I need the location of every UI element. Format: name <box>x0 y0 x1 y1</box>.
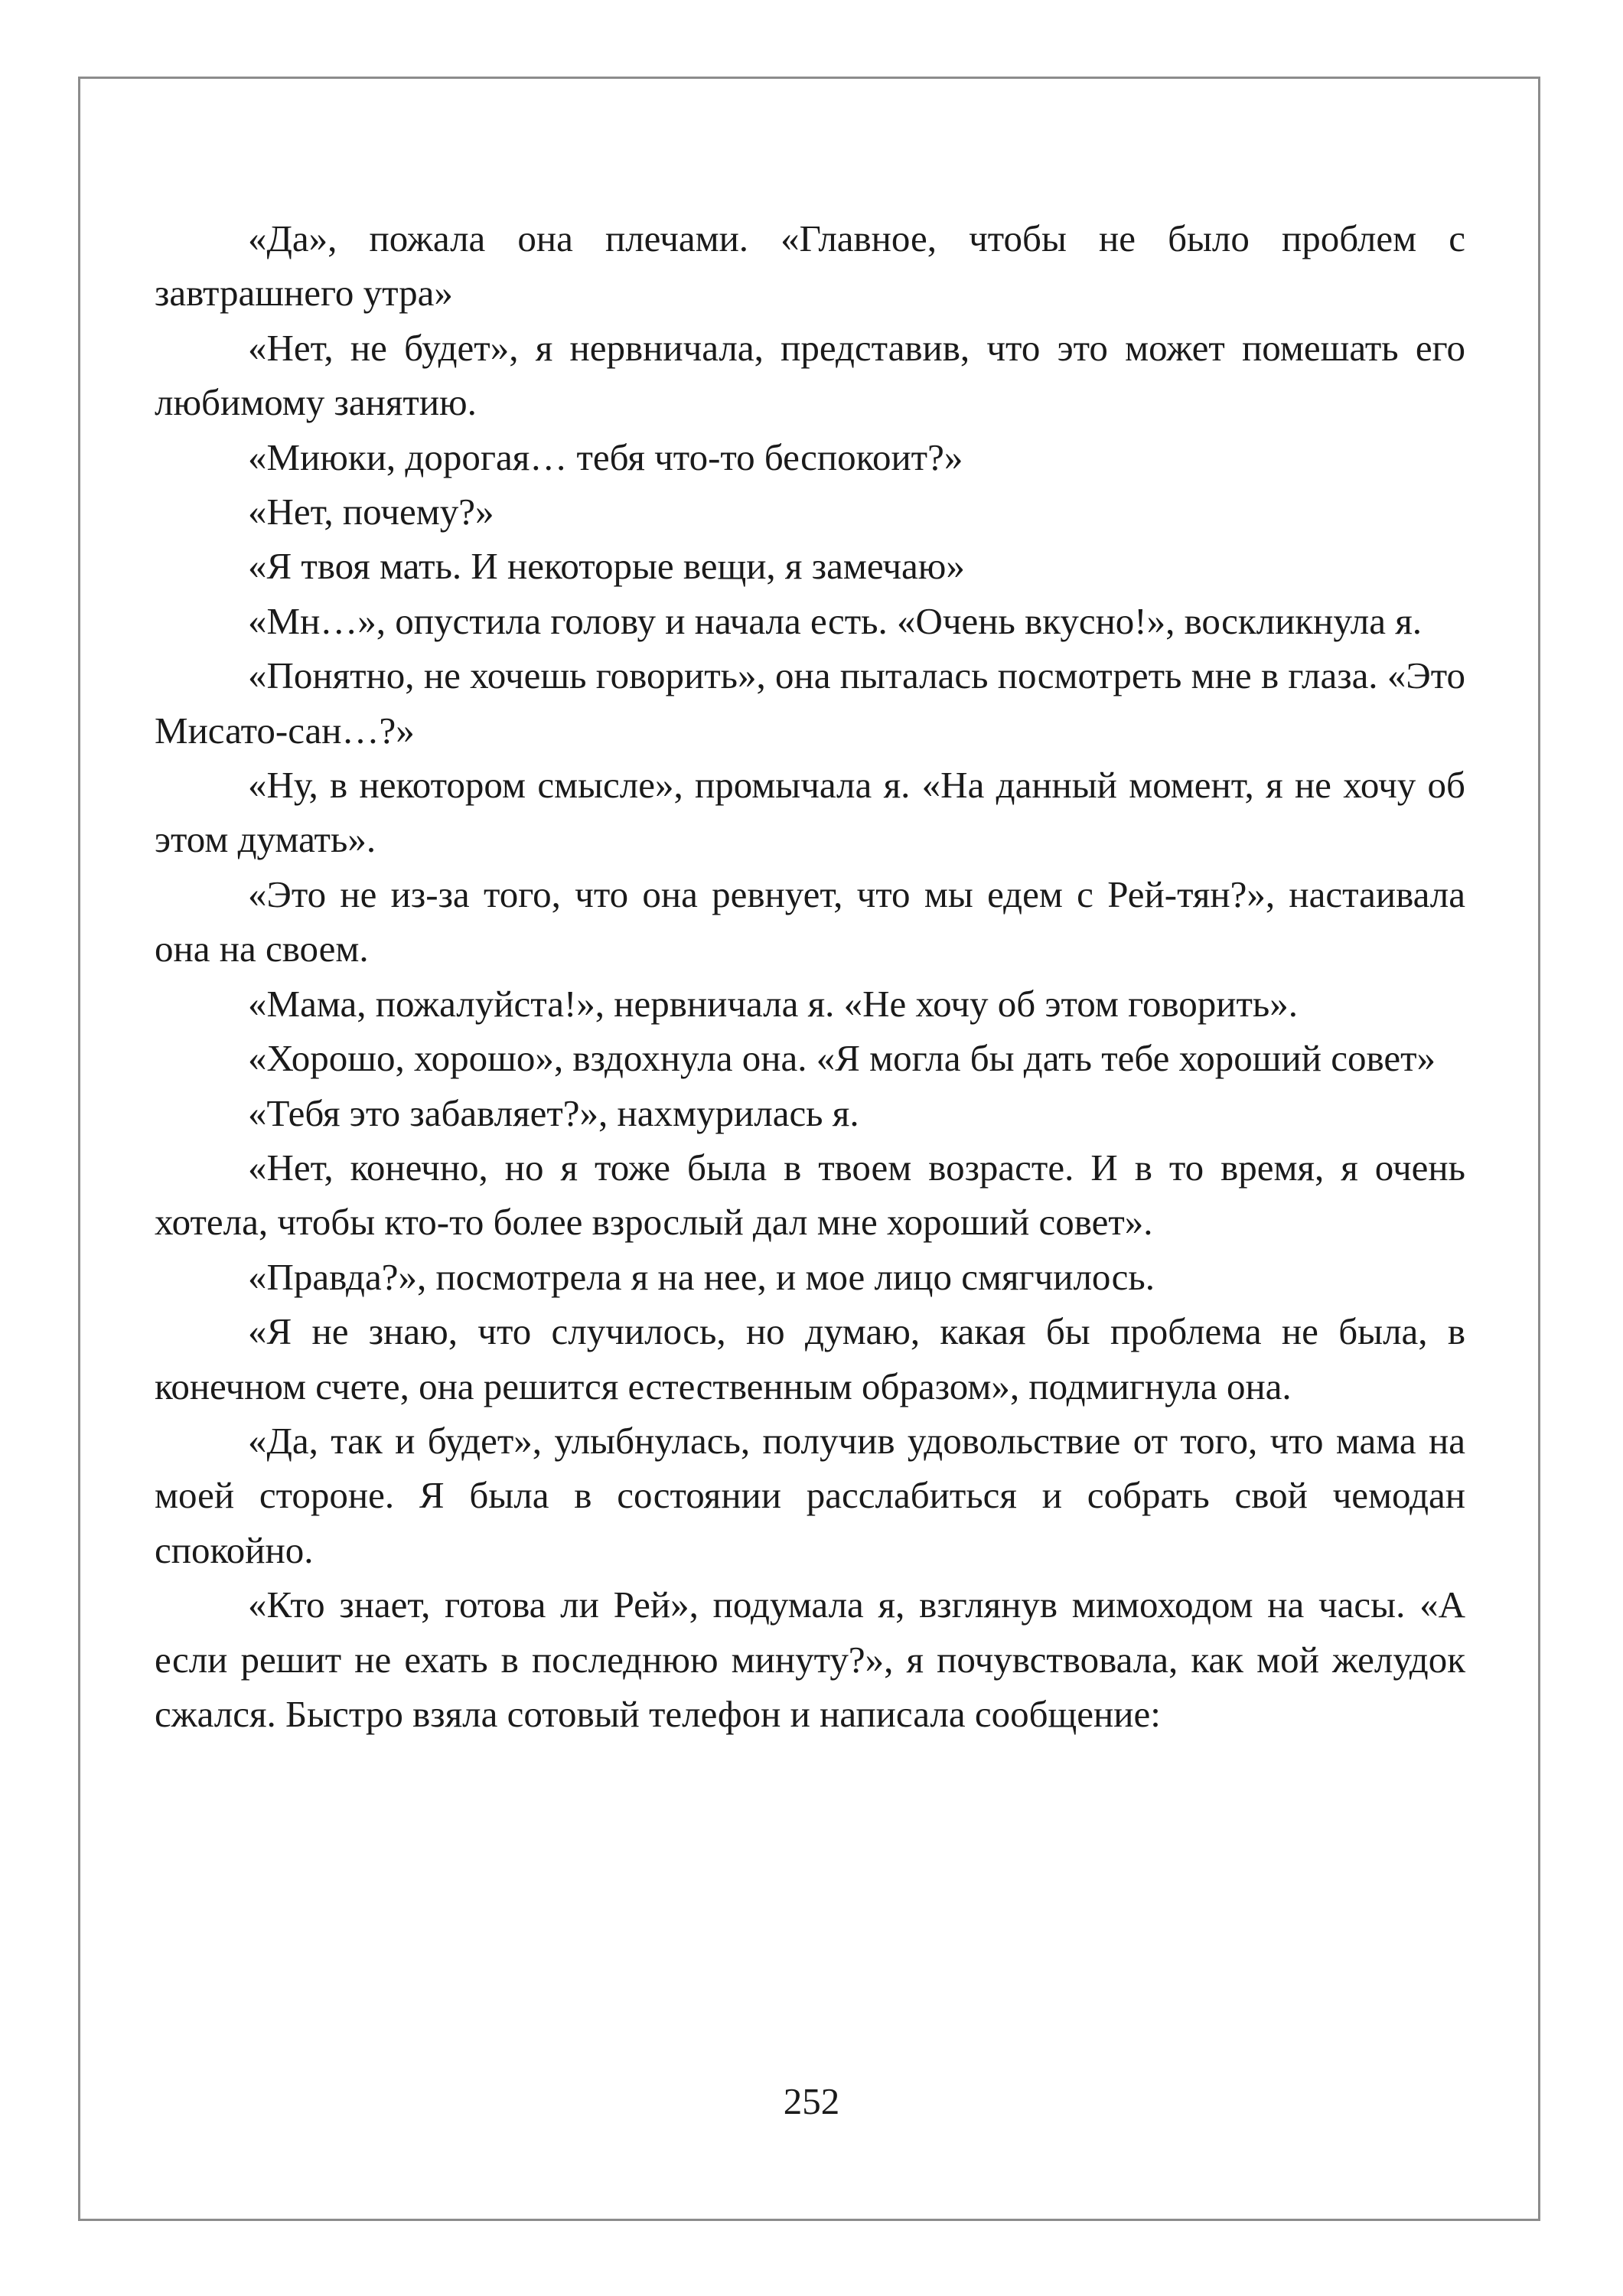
paragraph: «Да, так и будет», улыбнулась, получив удовольствие от того, что мама на моей стороне. Я была в состоянии расслабиться и собрать свой чемодан спокойно. <box>155 1419 1465 1571</box>
paragraph: «Я твоя мать. И некоторые вещи, я замечаю» <box>248 545 965 588</box>
paragraph: «Это не из-за того, что она ревнует, что мы едем с Рей-тян?», настаивала она на своем. <box>155 872 1465 970</box>
paragraph: «Хорошо, хорошо», вздохнула она. «Я могла бы дать тебе хороший совет» <box>248 1037 1436 1080</box>
paragraph: «Правда?», посмотрела я на нее, и мое лицо смягчилось. <box>248 1255 1155 1298</box>
paragraph: «Ну, в некотором смысле», промычала я. «На данный момент, я не хочу об этом думать». <box>155 764 1465 861</box>
paragraph: «Миюки, дорогая… тебя что-то беспокоит?» <box>248 435 963 478</box>
paragraph: «Да», пожала она плечами. «Главное, чтобы не было проблем с завтрашнего утра» <box>155 217 1465 315</box>
body-text <box>155 211 1465 1741</box>
paragraph: «Понятно, не хочешь говорить», она пыталась посмотреть мне в глаза. «Это Мисато-сан…?» <box>155 654 1465 752</box>
paragraph: «Нет, почему?» <box>248 491 494 533</box>
paragraph: «Нет, не будет», я нервничала, представив, что это может помешать его любимому занятию. <box>155 326 1465 424</box>
paragraph: «Мама, пожалуйста!», нервничала я. «Не хочу об этом говорить». <box>248 982 1298 1025</box>
paragraph: «Мн…», опустила голову и начала есть. «Очень вкусно!», воскликнула я. <box>248 599 1422 642</box>
paragraph: «Я не знаю, что случилось, но думаю, какая бы проблема не была, в конечном счете, она решится естественным образом», подмигнула она. <box>155 1310 1465 1407</box>
page-number: 252 <box>783 2080 840 2122</box>
paragraph: «Нет, конечно, но я тоже была в твоем возрасте. И в то время, я очень хотела, чтобы кто-то более взрослый дал мне хороший совет». <box>155 1146 1465 1244</box>
paragraph: «Тебя это забавляет?», нахмурилась я. <box>248 1091 859 1134</box>
paragraph: «Кто знает, готова ли Рей», подумала я, взглянув мимоходом на часы. «А если решит не ехать в последнюю минуту?», я почувствовала, как мой желудок сжался. Быстро взяла сотовый телефон и написала сообщение: <box>155 1583 1465 1735</box>
